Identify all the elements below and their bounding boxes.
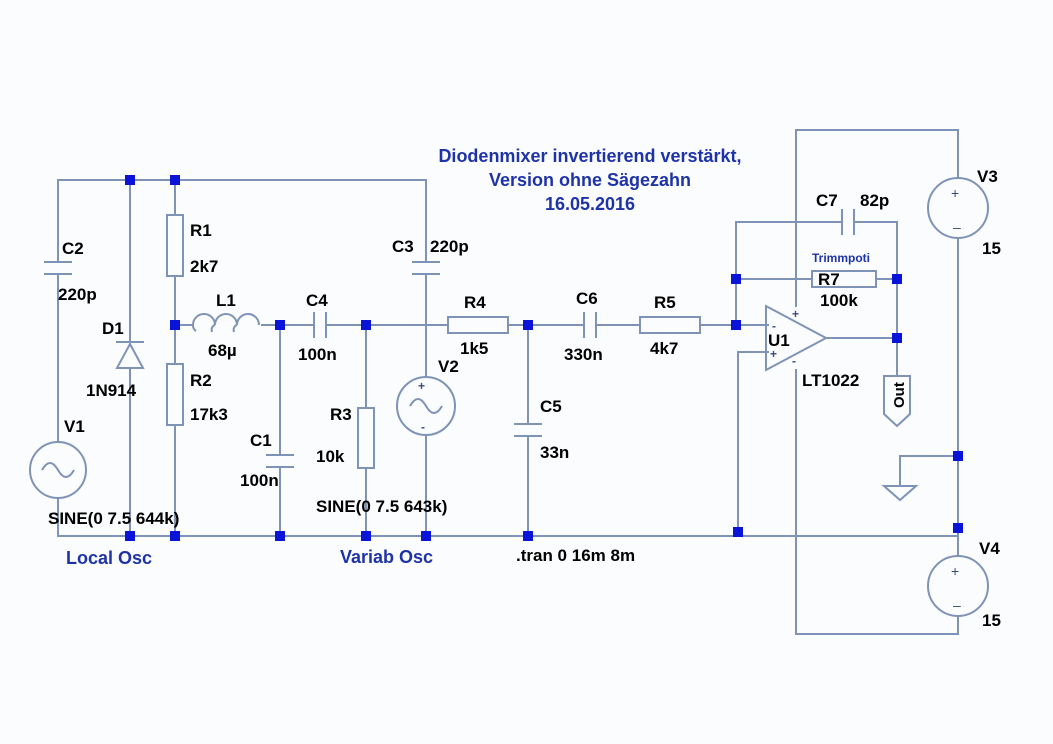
capacitor-c6 <box>584 312 596 338</box>
c2-value: 220p <box>58 285 97 304</box>
r2-value: 17k3 <box>190 405 228 424</box>
c1-value: 100n <box>240 471 279 490</box>
svg-text:-: - <box>792 354 796 368</box>
title-line1: Diodenmixer invertierend verstärkt, <box>438 146 742 166</box>
out-label: Out <box>891 382 908 408</box>
svg-text:–: – <box>953 597 961 613</box>
r2-name: R2 <box>190 371 212 390</box>
capacitor-c7 <box>842 209 854 235</box>
r7-name: R7 <box>818 270 840 289</box>
c1-name: C1 <box>250 431 272 450</box>
dc-source-v3 <box>928 178 988 238</box>
l1-name: L1 <box>216 291 236 310</box>
c5-name: C5 <box>540 397 562 416</box>
c2-name: C2 <box>62 239 84 258</box>
svg-text:–: – <box>953 219 961 235</box>
r7-value: 100k <box>820 291 858 310</box>
svg-text:+: + <box>770 347 778 361</box>
inductor-l1 <box>193 314 259 332</box>
resistor-r2 <box>167 364 183 425</box>
svg-text:+: + <box>792 307 800 321</box>
variab-osc-label: Variab Osc <box>340 547 434 567</box>
r1-value: 2k7 <box>190 257 219 276</box>
v1-name: V1 <box>64 417 85 436</box>
sim-directive: .tran 0 16m 8m <box>516 546 636 565</box>
diode-d1 <box>116 342 144 368</box>
v2-value: SINE(0 7.5 643k) <box>316 497 448 516</box>
capacitor-c2 <box>44 262 72 274</box>
resistor-r5 <box>640 317 700 333</box>
title-line2: Version ohne Sägezahn <box>488 170 692 190</box>
v3-value: 15 <box>982 239 1001 258</box>
title-date: 16.05.2016 <box>544 194 636 214</box>
resistor-r3 <box>358 408 374 468</box>
capacitor-c5 <box>514 424 542 436</box>
r5-value: 4k7 <box>650 339 679 358</box>
c4-value: 100n <box>298 345 337 364</box>
l1-value: 68µ <box>208 341 237 360</box>
r3-value: 10k <box>316 447 345 466</box>
d1-value: 1N914 <box>86 381 137 400</box>
capacitor-c1 <box>266 455 294 467</box>
resistor-r1 <box>167 215 183 276</box>
capacitor-c4 <box>314 312 326 338</box>
u1-name: U1 <box>768 331 790 350</box>
v4-value: 15 <box>982 611 1001 630</box>
sine-source-v2 <box>397 377 455 435</box>
r4-name: R4 <box>464 293 486 312</box>
d1-name: D1 <box>102 319 124 338</box>
c3-name: C3 <box>392 237 414 256</box>
v1-value: SINE(0 7.5 644k) <box>48 509 180 528</box>
v4-name: V4 <box>979 539 1000 558</box>
sine-source-v1 <box>30 442 86 498</box>
dc-source-v4 <box>928 556 988 616</box>
svg-text:+: + <box>418 379 426 393</box>
r5-name: R5 <box>654 293 676 312</box>
c3-value: 220p <box>430 237 469 256</box>
c5-value: 33n <box>540 443 570 462</box>
c7-name: C7 <box>816 191 838 210</box>
r7-note: Trimmpoti <box>812 251 871 265</box>
ground-symbol <box>884 486 916 500</box>
r1-name: R1 <box>190 221 212 240</box>
c6-value: 330n <box>564 345 603 364</box>
c7-value: 82p <box>860 191 890 210</box>
u1-value: LT1022 <box>802 371 860 390</box>
r3-name: R3 <box>330 405 352 424</box>
c4-name: C4 <box>306 291 328 310</box>
r4-value: 1k5 <box>460 339 489 358</box>
svg-text:+: + <box>951 563 960 579</box>
v3-name: V3 <box>977 167 998 186</box>
v2-name: V2 <box>438 357 459 376</box>
c6-name: C6 <box>576 289 598 308</box>
svg-text:-: - <box>421 420 425 434</box>
svg-text:-: - <box>772 319 776 333</box>
local-osc-label: Local Osc <box>66 548 153 568</box>
svg-text:+: + <box>951 185 960 201</box>
capacitor-c3 <box>412 262 440 274</box>
resistor-r4 <box>448 317 508 333</box>
